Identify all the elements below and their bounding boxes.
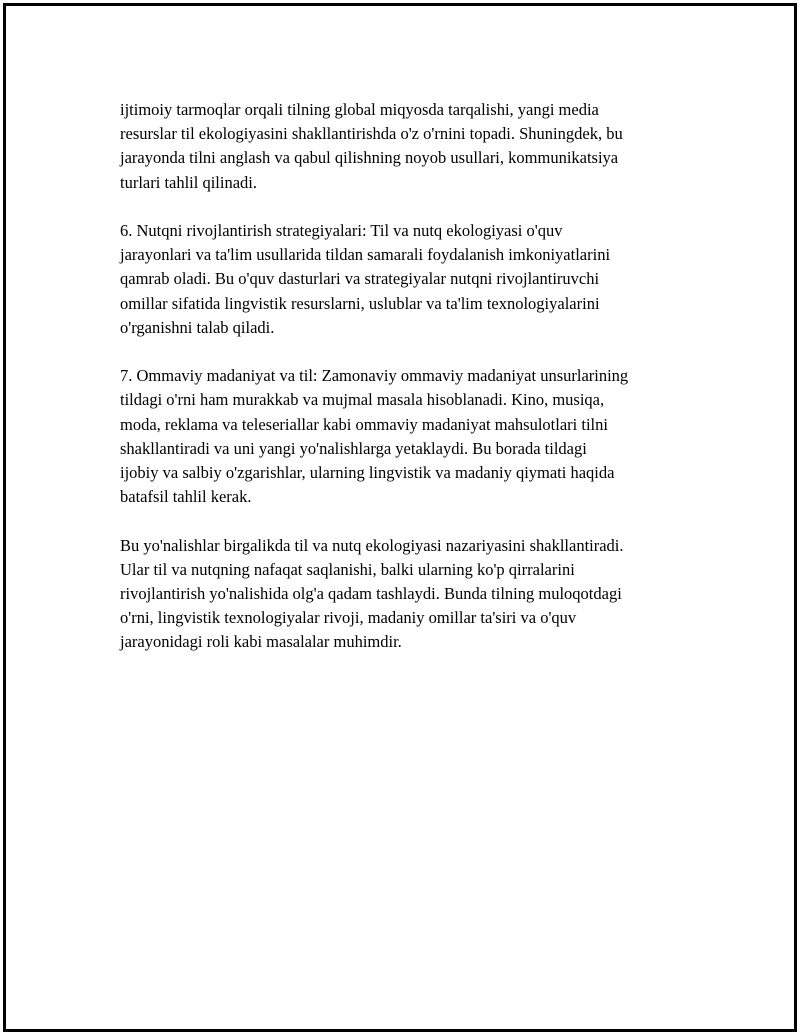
paragraph-social-networks bbox=[120, 98, 695, 195]
text-line: resurslar til ekologiyasini shakllantirishda o'z o'rnini topadi. Shuningdek, bu bbox=[120, 124, 623, 144]
text-line: jarayonda tilni anglash va qabul qilishning noyob usullari, kommunikatsiya bbox=[120, 148, 619, 168]
text-line: o'rganishni talab qiladi. bbox=[120, 317, 275, 337]
text-line: o'rni, lingvistik texnologiyalar rivoji, madaniy omillar ta'siri va o'quv bbox=[120, 608, 577, 628]
text-line: 6. Nutqni rivojlantirish strategiyalari: Til va nutq ekologiyasi o'quv bbox=[120, 221, 563, 240]
paragraph-speech-strategies bbox=[120, 219, 695, 340]
text-line: jarayonidagi roli kabi masalalar muhimdir. bbox=[120, 632, 402, 652]
page-border bbox=[3, 3, 797, 1032]
text-line: 7. Ommaviy madaniyat va til: Zamonaviy ommaviy madaniyat unsurlarining bbox=[120, 366, 629, 386]
text-line: rivojlantirish yo'nalishida olg'a qadam tashlaydi. Bunda tilning muloqotdagi bbox=[120, 584, 622, 604]
text-line: Ular til va nutqning nafaqat saqlanishi, balki ularning ko'p qirralarini bbox=[120, 559, 575, 579]
text-line: qamrab oladi. Bu o'quv dasturlari va strategiyalar nutqni rivojlantiruvchi bbox=[120, 269, 600, 289]
text-line: turlari tahlil qilinadi. bbox=[120, 172, 258, 192]
paragraph-conclusion bbox=[120, 534, 695, 655]
document-body bbox=[120, 98, 695, 679]
text-line: jarayonlari va ta'lim usullarida tildan samarali foydalanish imkoniyatlarini bbox=[120, 245, 611, 265]
text-line: shakllantiradi va uni yangi yo'nalishlarga yetaklaydi. Bu borada tildagi bbox=[120, 438, 587, 458]
text-line: Bu yo'nalishlar birgalikda til va nutq ekologiyasi nazariyasini shakllantiradi. bbox=[120, 535, 624, 555]
text-line: batafsil tahlil kerak. bbox=[120, 487, 252, 507]
text-line: ijobiy va salbiy o'zgarishlar, ularning lingvistik va madaniy qiymati haqida bbox=[120, 463, 615, 483]
text-line: omillar sifatida lingvistik resurslarni, uslublar va ta'lim texnologiyalarini bbox=[120, 293, 600, 313]
text-line: ijtimoiy tarmoqlar orqali tilning global miqyosda tarqalishi, yangi media bbox=[120, 100, 599, 119]
paragraph-mass-culture bbox=[120, 364, 695, 509]
text-line: tildagi o'rni ham murakkab va mujmal masala hisoblanadi. Kino, musiqa, bbox=[120, 390, 605, 410]
text-line: moda, reklama va teleseriallar kabi ommaviy madaniyat mahsulotlari tilni bbox=[120, 414, 608, 434]
